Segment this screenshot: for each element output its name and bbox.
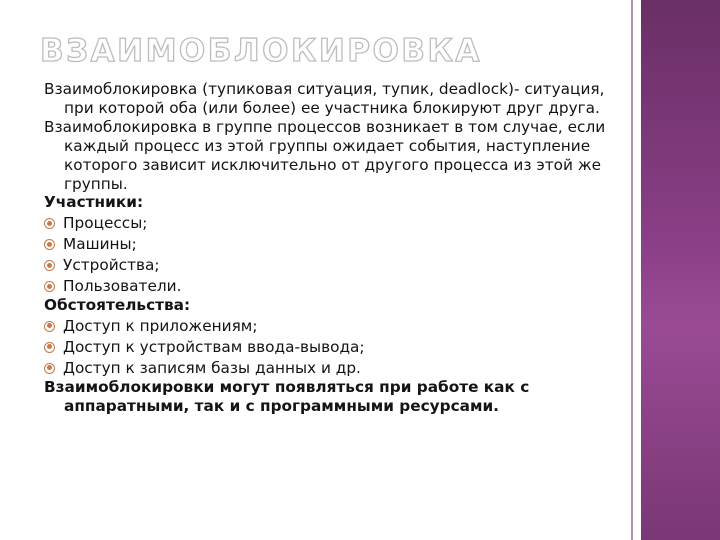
paragraph-definition: Взаимоблокировка (тупиковая ситуация, тупик, deadlock)- ситуация, при которой оба (или более) ее участника блокируют друг друга. [44, 80, 605, 117]
list-item-text: Доступ к устройствам ввода-вывода; [63, 337, 365, 356]
bullet-circle-icon [44, 281, 55, 292]
list-item [44, 338, 624, 357]
list-item-text: Доступ к записям базы данных и др. [63, 358, 361, 377]
decorative-side-band [641, 0, 720, 540]
bullet-circle-icon [44, 239, 55, 250]
list-item-text: Машины; [63, 235, 137, 254]
bullet-circle-icon [44, 260, 55, 271]
bullet-circle-icon [44, 342, 55, 353]
list-item [44, 235, 624, 254]
list-item-text: Устройства; [63, 256, 160, 275]
bullet-circle-icon [44, 218, 55, 229]
list-item [44, 359, 624, 378]
decorative-divider-line [631, 0, 633, 540]
bullet-circle-icon [44, 363, 55, 374]
participants-heading: Участники: [44, 193, 144, 212]
list-item-text: Пользователи. [63, 277, 182, 296]
paragraph-group-deadlock: Взаимоблокировка в группе процессов возникает в том случае, если каждый процесс из этой группы ожидает события, наступление которого зависит исключительно от другого процесса из этой же группы. [44, 117, 606, 193]
list-item [44, 277, 624, 296]
list-item [44, 256, 624, 275]
list-item [44, 214, 624, 233]
paragraph-conclusion: Взаимоблокировки могут появляться при работе как с аппаратными, так и с программными ресурсами. [44, 377, 530, 415]
circumstances-heading: Обстоятельства: [44, 295, 191, 314]
slide-title: ВЗАИМОБЛОКИРОВКА [40, 33, 482, 69]
list-item [44, 317, 624, 336]
slide-body [44, 80, 624, 415]
list-item-text: Доступ к приложениям; [63, 316, 258, 335]
bullet-circle-icon [44, 321, 55, 332]
list-item-text: Процессы; [63, 214, 148, 233]
